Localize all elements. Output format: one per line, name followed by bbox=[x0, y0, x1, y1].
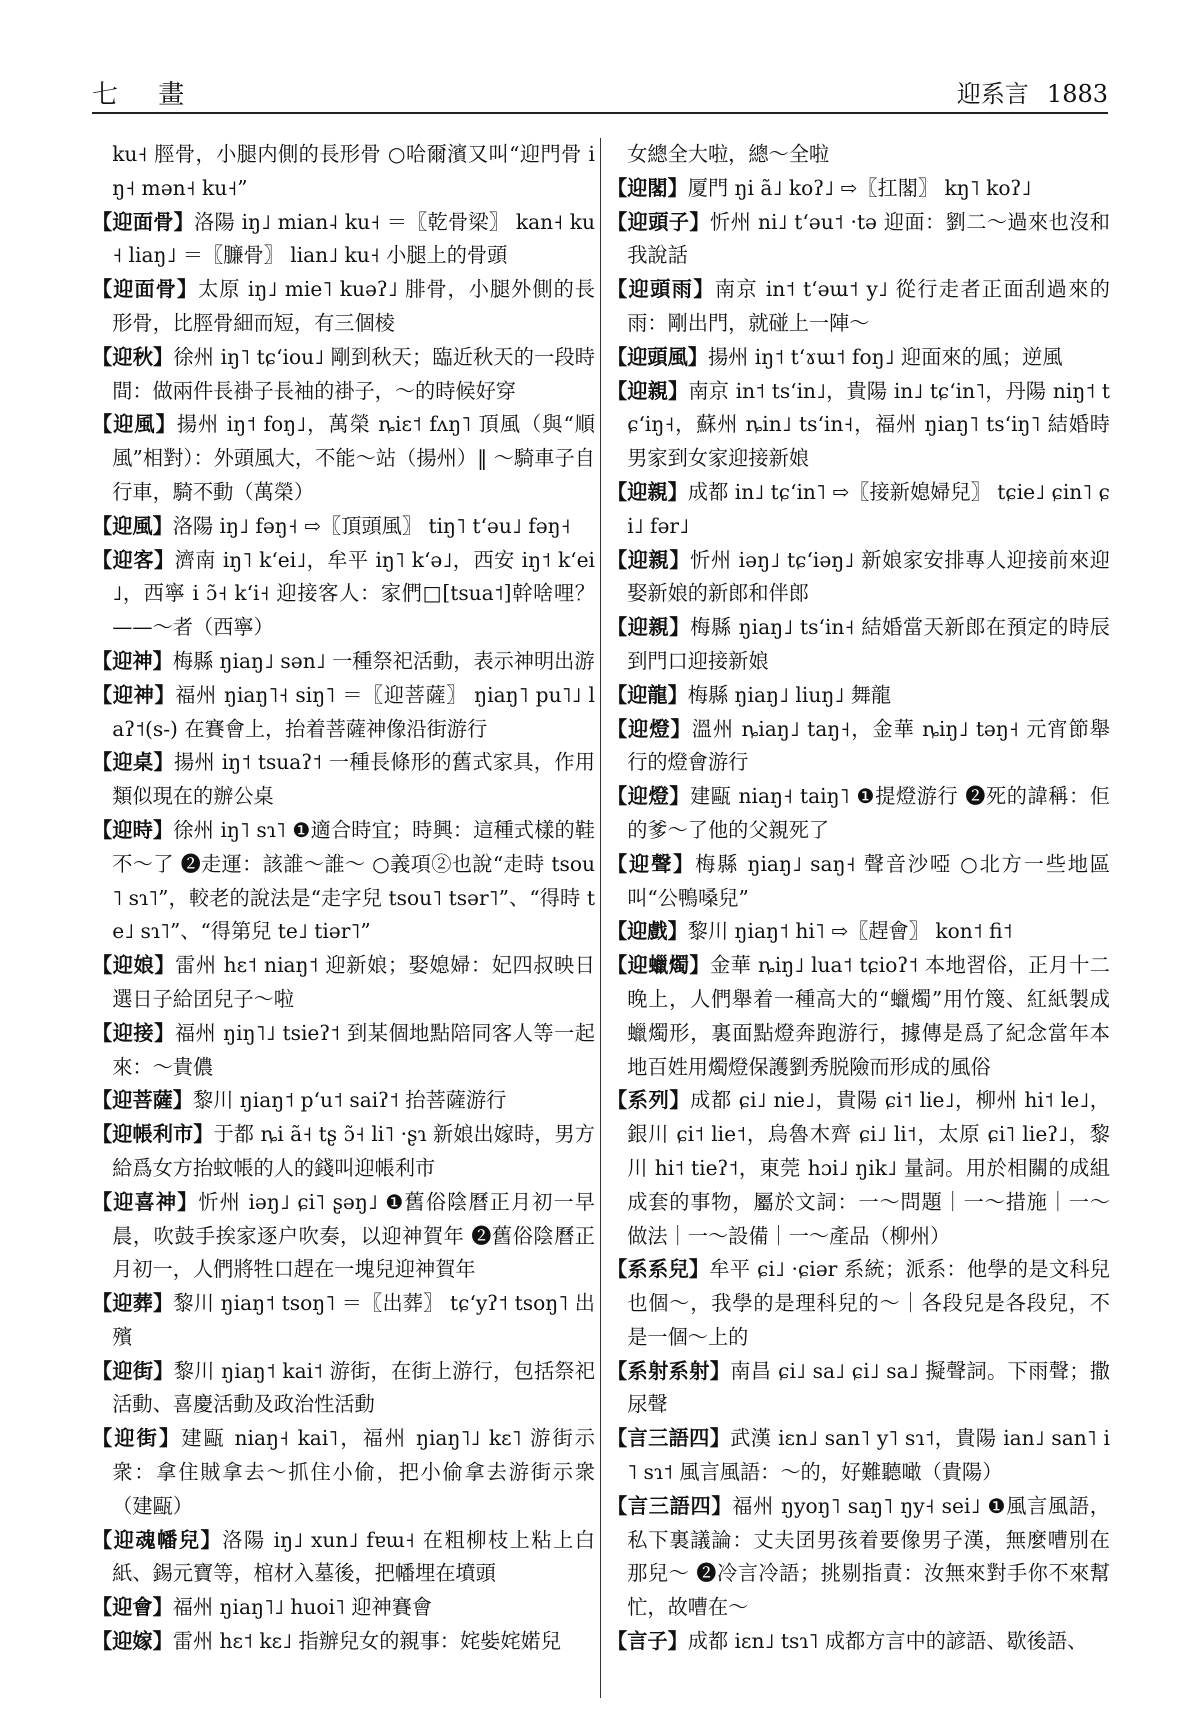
dictionary-entry bbox=[92, 1017, 595, 1085]
entry-headword: 【迎燈】 bbox=[607, 784, 691, 809]
entry-definition: 福州 ŋiaŋ˥˧ siŋ˥ ＝〖迎菩薩〗 ŋiaŋ˥ pu˥˩ laʔ˦(s-) 在賽會上，抬着菩薩神像沿街游行 bbox=[112, 682, 595, 741]
headword-range: 迎系言 bbox=[956, 80, 1029, 108]
entry-definition: 黎川 ŋiaŋ˦ kai˦ 游街，在街上游行，包括祭祀活動、喜慶活動及政治性活動 bbox=[112, 1358, 595, 1417]
dictionary-entry bbox=[607, 1253, 1110, 1354]
entry-definition: ku˧ 脛骨，小腿内側的長形骨 ○哈爾濱又叫“迎門骨 iŋ˧ mən˧ ku˧” bbox=[112, 142, 595, 200]
entry-headword: 【迎頭風】 bbox=[607, 344, 708, 369]
entry-headword: 【迎親】 bbox=[607, 378, 689, 403]
entry-headword: 【迎魂幡兒】 bbox=[92, 1527, 223, 1552]
entry-headword: 【迎頭雨】 bbox=[607, 277, 715, 302]
entry-headword: 【迎親】 bbox=[607, 479, 688, 504]
entry-definition: 揚州 iŋ˦ foŋ˩，萬榮 ȵiɛ˦ fʌŋ˥ 頂風（與“順風”相對）：外頭風大，不能～站（揚州）‖ ～騎車子自行車，騎不動（萬榮） bbox=[112, 412, 595, 504]
dictionary-entry bbox=[92, 1186, 595, 1287]
column-divider bbox=[600, 138, 601, 1698]
entry-headword: 【迎會】 bbox=[92, 1595, 173, 1620]
entry-headword: 【迎龍】 bbox=[607, 682, 688, 707]
entry-definition: 牟平 ɕi˩ ·ɕiər 系統；派系：他學的是文科兒也個～，我學的是理科兒的～｜各段兒是各段兒，不是一個～上的 bbox=[627, 1257, 1110, 1349]
entry-headword: 【迎葬】 bbox=[92, 1291, 174, 1316]
entry-definition: 雷州 hɛ˦ kɛ˩ 指辦兒女的親事：姹姕姹婼兒 bbox=[172, 1629, 561, 1654]
entry-headword: 【迎帳利市】 bbox=[92, 1122, 214, 1147]
dictionary-entry bbox=[92, 814, 595, 949]
dictionary-entry bbox=[92, 138, 595, 206]
entry-definition: 于都 ȵi ã˧ tʂ ɔ̃˧ li˥ ·ʂɿ 新娘出嫁時，男方給爲女方抬蚊帳的人的錢叫迎帳利市 bbox=[112, 1122, 595, 1180]
entry-headword: 【迎風】 bbox=[92, 412, 177, 437]
dictionary-entry bbox=[607, 172, 1110, 206]
entry-definition: 成都 iɛn˩ tsɿ˥ 成都方言中的諺語、歇後語、 bbox=[687, 1629, 1088, 1654]
dictionary-entry bbox=[607, 1422, 1110, 1490]
entry-definition: 南昌 ɕi˩ sa˩ ɕi˩ sa˩ 擬聲詞。下雨聲；撒尿聲 bbox=[627, 1358, 1110, 1417]
entry-headword: 【迎蠟燭】 bbox=[607, 953, 711, 978]
entry-definition: 南京 in˦ tsʻin˩，貴陽 in˩ tɕʻin˥，丹陽 niŋ˦ tɕʻiŋ˧，蘇州 ȵin˩ tsʻin˧，福州 ŋiaŋ˥ tsʻiŋ˥ 結婚時男家到女家迎接新娘 bbox=[627, 378, 1110, 471]
dictionary-entry bbox=[607, 375, 1110, 476]
page-number: 1883 bbox=[1046, 80, 1108, 108]
entry-headword: 【迎客】 bbox=[92, 547, 175, 572]
dictionary-entry bbox=[607, 1084, 1110, 1253]
entry-definition: 濟南 iŋ˥ kʻei˩，牟平 iŋ˥ kʻə˩，西安 iŋ˦ kʻei˩，西寧 i ɔ̃˧ kʻi˧ 迎接客人：家們□[tsua˦]幹啥哩？——～者（西寧） bbox=[112, 547, 595, 640]
dictionary-entry bbox=[607, 1355, 1110, 1423]
entry-definition: 徐州 iŋ˥ tɕʻiou˩ 剛到秋天；臨近秋天的一段時間：做兩件長褂子長袖的褂子，～的時候好穿 bbox=[112, 344, 595, 403]
section-title: 七 畫 bbox=[92, 80, 201, 110]
dictionary-entry bbox=[92, 408, 595, 509]
dictionary-entry bbox=[92, 1287, 595, 1355]
entry-definition: 太原 iŋ˩ mie˥ kuəʔ˩ 腓骨，小腿外側的長形骨，比脛骨細而短，有三個棱 bbox=[112, 277, 595, 335]
dictionary-entry bbox=[607, 1490, 1110, 1625]
dictionary-entry bbox=[607, 915, 1110, 949]
entry-definition: 武漢 iɛn˩ san˥ y˥ sɿ˦，貴陽 ian˩ san˥ i˥ sɿ˦ 風言風語：～的，好難聽噉（貴陽） bbox=[627, 1426, 1110, 1485]
dictionary-entry bbox=[607, 476, 1110, 544]
entry-definition: 梅縣 ŋiaŋ˩ tsʻin˧ 結婚當天新郎在預定的時辰到門口迎接新娘 bbox=[627, 615, 1110, 673]
dictionary-entry bbox=[607, 848, 1110, 916]
entry-definition: 洛陽 iŋ˩ xun˩ fɐɯ˧ 在粗柳枝上粘上白紙、錫元寶等，棺材入墓後，把幡埋在墳頭 bbox=[112, 1527, 595, 1586]
entry-definition: 福州 ŋiŋ˥˩ tsieʔ˦ 到某個地點陪同客人等一起來：～貴儂 bbox=[112, 1020, 595, 1079]
entry-definition: 黎川 ŋiaŋ˦ hi˥ ⇨〖趕會〗 kon˦ fi˦ bbox=[687, 919, 1013, 944]
dictionary-entry bbox=[607, 679, 1110, 713]
entry-definition: 梅縣 ŋiaŋ˩ saŋ˧ 聲音沙啞 ○北方一些地區叫“公鴨嗓兒” bbox=[627, 851, 1110, 910]
entry-definition: 成都 in˩ tɕʻin˥ ⇨〖接新媳婦兒〗 tɕie˩ ɕin˥ ɕi˩ fər˩ bbox=[627, 479, 1110, 538]
dictionary-entry bbox=[92, 1084, 595, 1118]
entry-headword: 【迎喜神】 bbox=[92, 1189, 199, 1214]
entry-headword: 【迎親】 bbox=[607, 615, 691, 640]
entry-headword: 【系射系射】 bbox=[607, 1358, 731, 1383]
entry-definition: 福州 ŋyoŋ˥ saŋ˥ ŋy˧ sei˩ ❶風言風語，私下裏議論：丈夫囝男孩着要像男子漢，無麼嘈別在那兒～ ❷冷言冷語；挑剔指責：汝無來對手你不來幫忙，故嘈在～ bbox=[627, 1493, 1110, 1620]
entry-definition: 建甌 niaŋ˧ kai˥，福州 ŋiaŋ˥˩ kɛ˥ 游街示衆：拿住賊拿去～抓住小偷，把小偷拿去游街示衆（建甌） bbox=[112, 1426, 595, 1518]
entry-headword: 【迎時】 bbox=[92, 817, 174, 842]
entry-definition: 忻州 ni˩ tʻəu˦ ·tə 迎面：劉二～過來也沒和我說話 bbox=[627, 209, 1110, 268]
dictionary-entry bbox=[607, 206, 1110, 274]
entry-definition: 徐州 iŋ˥ sɿ˥ ❶適合時宜；時興：這種式樣的鞋不～了 ❷走運：該誰～誰～ ○義項②也說“走時 tsou˥ sɿ˥”，較老的說法是“走字兒 tsou˥ tsər˥”、“得時 te˩ sɿ˥”、“得第兒 te˩ tiər˥” bbox=[112, 817, 595, 944]
dictionary-entry bbox=[607, 611, 1110, 679]
dictionary-entry bbox=[607, 341, 1110, 375]
entry-headword: 【迎面骨】 bbox=[92, 209, 195, 234]
entry-headword: 【系系兒】 bbox=[607, 1257, 710, 1282]
entry-headword: 【迎神】 bbox=[92, 648, 173, 673]
entry-headword: 【言三語四】 bbox=[607, 1493, 733, 1518]
left-column bbox=[92, 138, 595, 1698]
entry-headword: 【迎菩薩】 bbox=[92, 1088, 193, 1113]
entry-definition: 雷州 hɛ˦ niaŋ˦ 迎新娘；娶媳婦：妃四叔映日選日子給囝兒子～啦 bbox=[112, 953, 595, 1011]
entry-definition: 忻州 iəŋ˩ ɕi˥ ʂəŋ˩ ❶舊俗陰曆正月初一早晨，吹鼓手挨家逐户吹奏，以迎神賀年 ❷舊俗陰曆正月初一，人們將牲口趕在一塊兒迎神賀年 bbox=[112, 1189, 595, 1282]
entry-headword: 【迎戲】 bbox=[607, 919, 688, 944]
entry-definition: 福州 ŋiaŋ˥˩ huoi˥ 迎神賽會 bbox=[172, 1595, 433, 1620]
entry-definition: 女總全大啦，總～全啦 bbox=[627, 142, 830, 166]
dictionary-entry bbox=[607, 544, 1110, 612]
dictionary-entry bbox=[92, 949, 595, 1017]
dictionary-entry bbox=[92, 1591, 595, 1625]
dictionary-entry bbox=[92, 746, 595, 814]
dictionary-entry bbox=[607, 138, 1110, 172]
entry-headword: 【迎聲】 bbox=[607, 851, 696, 876]
dictionary-entry bbox=[92, 1118, 595, 1186]
entry-headword: 【迎桌】 bbox=[92, 750, 174, 775]
dictionary-entry bbox=[92, 1625, 595, 1659]
entry-definition: 成都 ɕi˩ nie˩，貴陽 ɕi˦ lie˩，柳州 hi˦ le˩，銀川 ɕi˦ lie˦，烏魯木齊 ɕi˩ li˦，太原 ɕi˥ lieʔ˩，黎川 hi˦ tieʔ˦，東莞 hɔi˩ ŋik˩ 量詞。用於相關的成組成套的事物，屬於文詞：一～問題｜一～措施｜一～做法｜一～設備｜一～產品（柳州） bbox=[627, 1088, 1110, 1248]
entry-headword: 【迎娘】 bbox=[92, 953, 176, 978]
entry-headword: 【迎頭子】 bbox=[607, 209, 710, 234]
right-column bbox=[607, 138, 1110, 1698]
entry-definition: 建甌 niaŋ˧ taiŋ˥ ❶提燈游行 ❷死的諱稱：佢的爹～了他的父親死了 bbox=[627, 784, 1110, 842]
entry-headword: 【迎神】 bbox=[92, 682, 176, 707]
entry-definition: 金華 ȵiŋ˩ lua˦ tɕioʔ˦ 本地習俗，正月十二晚上，人們舉着一種高大的“蠟燭”用竹篾、紅紙製成蠟燭形，裏面點燈奔跑游行，據傳是爲了紀念當年本地百姓用燭燈保護劉秀脱險而形成的風俗 bbox=[627, 953, 1110, 1079]
dictionary-entry bbox=[607, 949, 1110, 1084]
dictionary-entry bbox=[92, 341, 595, 409]
entry-headword: 【迎秋】 bbox=[92, 344, 174, 369]
entry-headword: 【迎燈】 bbox=[607, 716, 692, 741]
dictionary-entry bbox=[92, 273, 595, 341]
entry-headword: 【迎風】 bbox=[92, 513, 173, 538]
running-head bbox=[957, 74, 1108, 109]
entry-headword: 【迎街】 bbox=[92, 1426, 182, 1451]
entry-definition: 厦門 ŋi ã˩ koʔ˩ ⇨〖扛閣〗 kŋ˥ koʔ˩ bbox=[687, 175, 1032, 200]
entry-definition: 揚州 iŋ˦ tʻɤɯ˦ foŋ˩ 迎面來的風；逆風 bbox=[707, 344, 1063, 369]
entry-headword: 【迎面骨】 bbox=[92, 277, 199, 302]
entry-headword: 【言子】 bbox=[607, 1629, 688, 1654]
entry-definition: 忻州 iəŋ˩ tɕʻiəŋ˩ 新娘家安排專人迎接前來迎娶新娘的新郎和伴郎 bbox=[627, 547, 1110, 606]
entry-headword: 【迎嫁】 bbox=[92, 1629, 173, 1654]
entry-headword: 【言三語四】 bbox=[607, 1426, 731, 1451]
dictionary-entry bbox=[92, 645, 595, 679]
entry-definition: 洛陽 iŋ˩ mian˨ ku˧ ＝〖乾骨梁〗 kan˧ ku˧ liaŋ˩ ＝〖臁骨〗 lian˩ ku˧ 小腿上的骨頭 bbox=[112, 209, 595, 268]
entry-definition: 揚州 iŋ˦ tsuaʔ˦ 一種長條形的舊式家具，作用類似現在的辦公桌 bbox=[112, 750, 595, 809]
dictionary-entry bbox=[607, 713, 1110, 781]
dictionary-entry bbox=[92, 510, 595, 544]
entry-definition: 洛陽 iŋ˩ fəŋ˧ ⇨〖頂頭風〗 tiŋ˥ tʻəu˩ fəŋ˧ bbox=[172, 513, 571, 538]
entry-headword: 【迎接】 bbox=[92, 1020, 175, 1045]
entry-definition: 黎川 ŋiaŋ˦ pʻu˦ saiʔ˦ 抬菩薩游行 bbox=[192, 1088, 507, 1113]
entry-definition: 梅縣 ŋiaŋ˩ sən˩ 一種祭祀活動，表示神明出游 bbox=[172, 648, 595, 673]
dictionary-entry bbox=[92, 206, 595, 274]
dictionary-entry bbox=[92, 1524, 595, 1592]
page-header bbox=[92, 66, 1108, 114]
entry-definition: 梅縣 ŋiaŋ˩ liuŋ˩ 舞龍 bbox=[687, 682, 892, 707]
dictionary-entry bbox=[92, 679, 595, 747]
entry-definition: 溫州 ȵiaŋ˩ taŋ˧，金華 ȵiŋ˩ təŋ˧ 元宵節舉行的燈會游行 bbox=[627, 716, 1110, 775]
entry-definition: 黎川 ŋiaŋ˦ tsoŋ˥ ＝〖出葬〗 tɕʻyʔ˦ tsoŋ˥ 出殯 bbox=[112, 1291, 595, 1349]
dictionary-entry bbox=[92, 544, 595, 645]
dictionary-entry bbox=[607, 1625, 1110, 1659]
dictionary-entry bbox=[92, 1355, 595, 1423]
header-rule bbox=[92, 112, 1108, 114]
dictionary-entry bbox=[92, 1422, 595, 1523]
dictionary-entry bbox=[607, 780, 1110, 848]
entry-headword: 【迎閣】 bbox=[607, 175, 688, 200]
dictionary-entry bbox=[607, 273, 1110, 341]
entry-headword: 【迎親】 bbox=[607, 547, 691, 572]
entry-headword: 【系列】 bbox=[607, 1088, 691, 1113]
entry-definition: 南京 in˦ tʻəɯ˦ y˩ 從行走者正面刮過來的雨：剛出門，就碰上一陣～ bbox=[627, 277, 1110, 335]
entry-headword: 【迎街】 bbox=[92, 1358, 174, 1383]
